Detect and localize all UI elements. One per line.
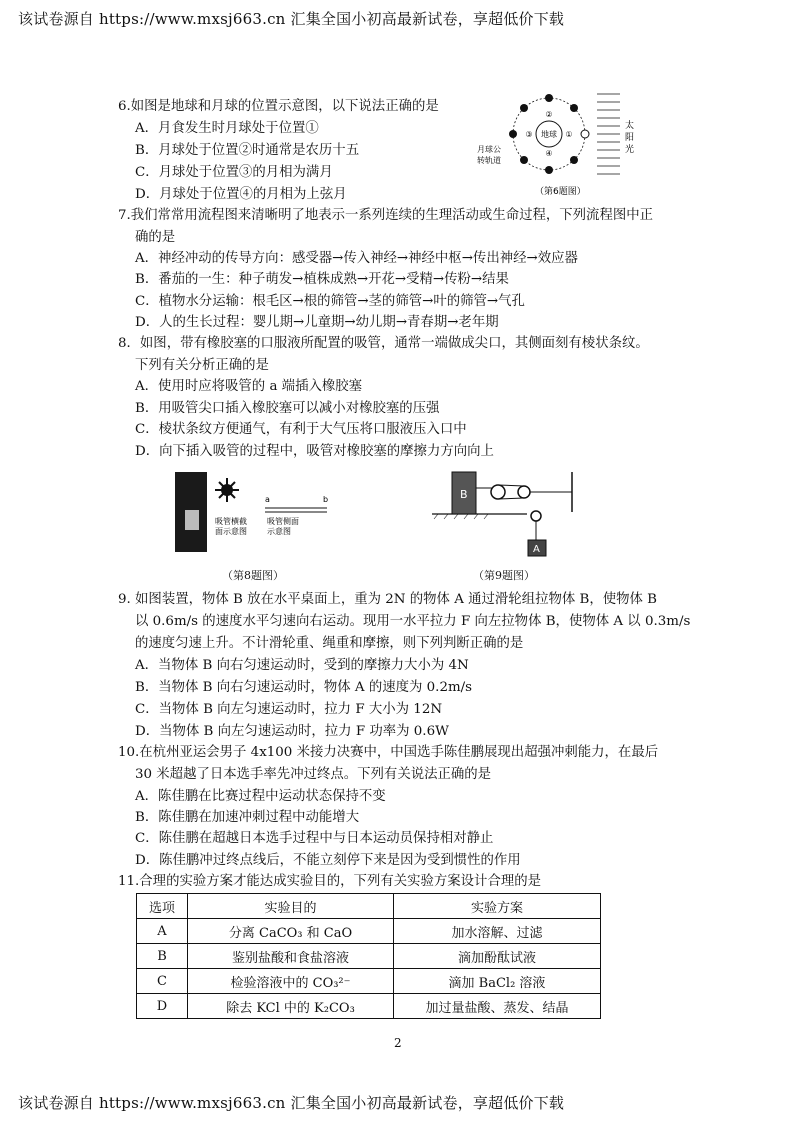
source-banner-bottom: 该试卷源自 https://www.mxsj663.cn 汇集全国小初高最新试卷，享超低价下载 — [18, 1094, 565, 1112]
cross-section-caption-line2: 面示意图 — [215, 527, 247, 536]
sunlight-label-1: 太 — [625, 121, 635, 131]
movable-pulley-icon — [491, 485, 505, 499]
table-header-cell: 实验方案 — [394, 894, 601, 919]
q8-option-b: B．用吸管尖口插入橡胶塞可以减小对橡胶塞的压强 — [135, 401, 440, 416]
position-2-label: ② — [545, 110, 553, 119]
bottle-label — [185, 510, 199, 530]
q8-stem-line1: 8．如图，带有橡胶塞的口服液所配置的吸管，通常一端做成尖口，其侧面刻有棱状条纹。 — [118, 336, 649, 351]
block-a-label: A — [533, 544, 540, 555]
fig9-caption: （第9题图） — [473, 569, 535, 582]
q10-option-a: A．陈佳鹏在比赛过程中运动状态保持不变 — [135, 789, 386, 804]
q9-option-d: D．当物体 B 向左匀速运动时，拉力 F 功率为 0.6W — [135, 724, 449, 739]
table-cell: B — [137, 944, 188, 969]
q6-stem: 6.如图是地球和月球的位置示意图，以下说法正确的是 — [118, 99, 439, 114]
table-cell: C — [137, 969, 188, 994]
table-header-cell: 选项 — [137, 894, 188, 919]
cross-section-caption-line1: 吸管横截 — [215, 517, 247, 526]
q7-option-c: C．植物水分运输：根毛区→根的筛管→茎的筛管→叶的筛管→气孔 — [135, 294, 525, 309]
corner-pulley-icon — [531, 511, 541, 521]
table-header-row — [137, 894, 601, 919]
fixed-pulley-icon — [518, 486, 530, 498]
table-row — [137, 919, 601, 944]
position-1-label: ① — [565, 130, 573, 139]
q8-stem-line2: 下列有关分析正确的是 — [135, 358, 269, 373]
table-cell: 鉴别盐酸和食盐溶液 — [188, 944, 394, 969]
straw-figure — [175, 470, 345, 555]
q9-stem-line3: 的速度匀速上升。不计滑轮重、绳重和摩擦，则下列判断正确的是 — [135, 636, 524, 651]
table-cell: 分离 CaCO₃ 和 CaO — [188, 919, 394, 944]
table-cell: 加过量盐酸、蒸发、结晶 — [394, 994, 601, 1019]
table-row — [137, 944, 601, 969]
fig8-caption: （第8题图） — [222, 569, 284, 582]
side-view-caption-line1: 吸管侧面 — [267, 517, 299, 526]
table-cell: D — [137, 994, 188, 1019]
table-cell: 滴加酚酞试液 — [394, 944, 601, 969]
q6-option-b: B．月球处于位置②时通常是农历十五 — [135, 143, 360, 158]
block-b-label: B — [460, 488, 468, 501]
q11-table — [136, 893, 601, 1019]
q9-option-a: A．当物体 B 向右匀速运动时，受到的摩擦力大小为 4N — [135, 658, 469, 673]
table-cell: 滴加 BaCl₂ 溶液 — [394, 969, 601, 994]
q9-option-b: B．当物体 B 向右匀速运动时，物体 A 的速度为 0.2m/s — [135, 680, 473, 695]
table-row — [137, 994, 601, 1019]
q7-stem-line1: 7.我们常常用流程图来清晰明了地表示一系列连续的生理活动或生命过程，下列流程图中正 — [118, 208, 654, 223]
q9-stem-line2: 以 0.6m/s 的速度水平匀速向右运动。现用一水平拉力 F 向左拉物体 B，使物体 A 以 0.3m/s — [135, 614, 691, 629]
table-cell: 加水溶解、过滤 — [394, 919, 601, 944]
earth-moon-diagram — [475, 90, 645, 200]
position-3-label: ③ — [525, 130, 533, 139]
position-4-label: ④ — [545, 149, 553, 158]
table-cell: A — [137, 919, 188, 944]
table-header-cell: 实验目的 — [188, 894, 394, 919]
earth-label: 地球 — [541, 130, 557, 139]
fig6-caption: （第6题图） — [535, 187, 586, 197]
table-cell: 除去 KCl 中的 K₂CO₃ — [188, 994, 394, 1019]
sunlight-arrows — [597, 94, 620, 174]
q10-option-c: C．陈佳鹏在超越日本选手过程中与日本运动员保持相对静止 — [135, 831, 494, 846]
q7-option-a: A．神经冲动的传导方向：感受器→传入神经→神经中枢→传出神经→效应器 — [135, 251, 578, 266]
table-cell: 检验溶液中的 CO₃²⁻ — [188, 969, 394, 994]
q8-option-d: D．向下插入吸管的过程中，吸管对橡胶塞的摩擦力方向向上 — [135, 444, 494, 459]
page-number: 2 — [394, 1036, 402, 1050]
q7-option-d: D．人的生长过程：婴儿期→儿童期→幼儿期→青春期→老年期 — [135, 315, 499, 330]
q10-stem-line2: 30 米超越了日本选手率先冲过终点。下列有关说法正确的是 — [135, 767, 492, 782]
source-banner-top: 该试卷源自 https://www.mxsj663.cn 汇集全国小初高最新试卷，享超低价下载 — [18, 10, 565, 28]
q9-stem-line1: 9. 如图装置，物体 B 放在水平桌面上，重为 2N 的物体 A 通过滑轮组拉物体 B，使物体 B — [118, 592, 658, 607]
q6-option-c: C．月球处于位置③的月相为满月 — [135, 165, 333, 180]
q10-stem-line1: 10.在杭州亚运会男子 4x100 米接力决赛中，中国选手陈佳鹏展现出超强冲刺能力，在最后 — [118, 745, 659, 760]
table-hatching — [434, 514, 488, 519]
q9-option-c: C．当物体 B 向左匀速运动时，拉力 F 大小为 12N — [135, 702, 443, 717]
table-row — [137, 969, 601, 994]
sunlight-label-2: 阳 — [625, 133, 635, 143]
q10-option-b: B．陈佳鹏在加速冲刺过程中动能增大 — [135, 810, 360, 825]
orbit-label-line1: 月球公 — [477, 145, 501, 154]
q7-stem-line2: 确的是 — [135, 230, 176, 245]
sunlight-label-3: 光 — [625, 145, 635, 155]
q11-stem: 11.合理的实验方案才能达成实验目的，下列有关实验方案设计合理的是 — [118, 874, 542, 889]
q10-option-d: D．陈佳鹏冲过终点线后，不能立刻停下来是因为受到惯性的作用 — [135, 853, 521, 868]
pulley-figure — [432, 462, 577, 562]
straw-end-b-label: b — [323, 495, 329, 504]
orbit-label-line2: 转轨道 — [477, 156, 501, 165]
straw-cross-section-icon — [215, 478, 239, 502]
q7-option-b: B．番茄的一生：种子萌发→植株成熟→开花→受精→传粉→结果 — [135, 272, 509, 287]
q6-option-d: D．月球处于位置④的月相为上弦月 — [135, 187, 347, 202]
side-view-caption-line2: 示意图 — [267, 527, 291, 536]
q6-option-a: A．月食发生时月球处于位置① — [135, 121, 319, 136]
q8-option-c: C．棱状条纹方便通气，有利于大气压将口服液压入口中 — [135, 422, 467, 437]
straw-end-a-label: a — [265, 495, 270, 504]
q8-option-a: A．使用时应将吸管的 a 端插入橡胶塞 — [135, 379, 363, 394]
